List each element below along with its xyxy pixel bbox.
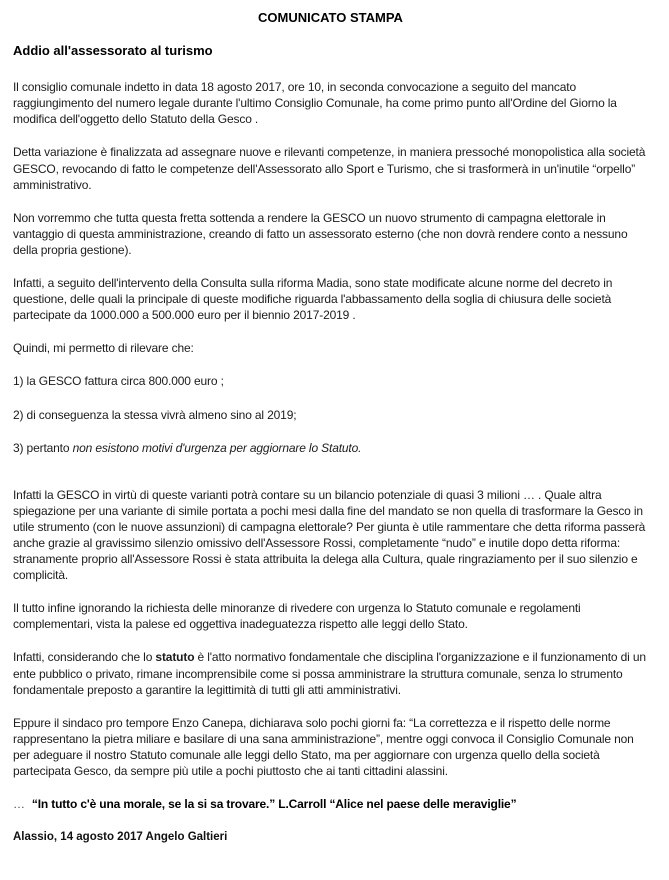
paragraph-statuto-prefix: Infatti, considerando che lo (13, 650, 156, 665)
paragraph-election-warning: Non vorremmo che tutta questa fretta sottenda a rendere la GESCO un nuovo strumento di campagna elettorale in vantaggio di questa amministrazione, creando di fatto un assessorato esterno (che non dovrà rendere conto a nessuno della propria gestione). (13, 210, 628, 257)
paragraph-statuto (13, 649, 648, 697)
list-item-3-prefix: 3) pertanto (13, 440, 73, 455)
paragraph-list-intro: Quindi, mi permetto di rilevare che: (13, 341, 194, 356)
list-item-1: 1) la GESCO fattura circa 800.000 euro ; (13, 374, 224, 389)
quote-ellipsis: … (13, 797, 25, 812)
quote-text: “In tutto c'è una morale, se la si sa trovare.” L.Carroll “Alice nel paese delle meraviglie” (31, 797, 517, 812)
paragraph-statuto-suffix: è l'atto normativo fondamentale che disciplina l'organizzazione e il funzionamento di un ente pubblico o privato, rimane incomprensibile come si possa amministrare la struttura comunale, senza lo strumento fondamentale preposto a garantire la legittimità di tutti gli atti amministrativi. (13, 650, 646, 697)
list-item-3 (13, 440, 648, 456)
paragraph-statuto-bold: statuto (155, 650, 195, 665)
paragraph-sindaco-canepa: Eppure il sindaco pro tempore Enzo Canepa, dichiarava solo pochi giorni fa: “La correttezza e il rispetto delle norme rappresentano la pietra miliare e basilare di una sana amministrazione”, mentre oggi convoca il Consiglio Comunale non per adeguare il nostro Statuto comunale alle leggi dello Stato, ma per aggiornare con urgenza quello della società partecipata Gesco, da sempre più utile a pochi piuttosto che ai tanti cittadini alassini. (13, 715, 634, 778)
quote-line (13, 796, 648, 812)
document-heading: Addio all'assessorato al turismo (13, 43, 213, 59)
paragraph-council-meeting: Il consiglio comunale indetto in data 18 agosto 2017, ore 10, in seconda convocazione a seguito del mancato raggiungimento del numero legale durante l'ultimo Consiglio Comunale, ha come primo punto all'Ordine del Giorno la modifica dell'oggetto dello Statuto della Gesco . (13, 80, 617, 127)
paragraph-bilancio-rossi: Infatti la GESCO in virtù di queste varianti potrà contare su un bilancio potenziale di quasi 3 milioni … . Quale altra spiegazione per una variante di simile portata a pochi mesi dalla fine del mandato se non quella di trasformare la Gesco in utile strumento (con le nuove assunzioni) di campagna elettorale? Per giunta è utile rammentare che detta riforma passerà anche grazie al gravissimo silenzio omissivo dell'Assessore Rossi, completamente “nudo” e inutile dopo detta riforma: stranamente proprio all'Assessore Rossi è stata attribuita la delega alla Cultura, quale ringraziamento per il suo silenzio e complicità. (13, 487, 646, 583)
paragraph-variation-gesco: Detta variazione è finalizzata ad assegnare nuove e rilevanti competenze, in maniera pressoché monopolistica alla società GESCO, revocando di fatto le competenze dell'Assessorato allo Sport e Turismo, che si trasformerà in un'inutile “orpello” amministrativo. (13, 145, 646, 192)
list-item-2: 2) di conseguenza la stessa vivrà almeno sino al 2019; (13, 407, 297, 422)
list-item-3-italic: non esistono motivi d'urgenza per aggiornare lo Statuto. (72, 440, 362, 455)
paragraph-riforma-madia: Infatti, a seguito dell'intervento della Consulta sulla riforma Madia, sono state modificate alcune norme del decreto in questione, delle quali la principale di queste modifiche riguarda l'abbassamento della soglia di chiusura delle società partecipate da 1000.000 a 500.000 euro per il biennio 2017-2019 . (13, 276, 613, 323)
document-title: COMUNICATO STAMPA (258, 10, 403, 25)
paragraph-minoranze: Il tutto infine ignorando la richiesta delle minoranze di rivedere con urgenza lo Statuto comunale e regolamenti complementari, vista la palese ed oggettiva inadeguatezza rispetto alle leggi dello Stato. (13, 601, 581, 632)
signature-line: Alassio, 14 agosto 2017 Angelo Galtieri (13, 831, 228, 844)
